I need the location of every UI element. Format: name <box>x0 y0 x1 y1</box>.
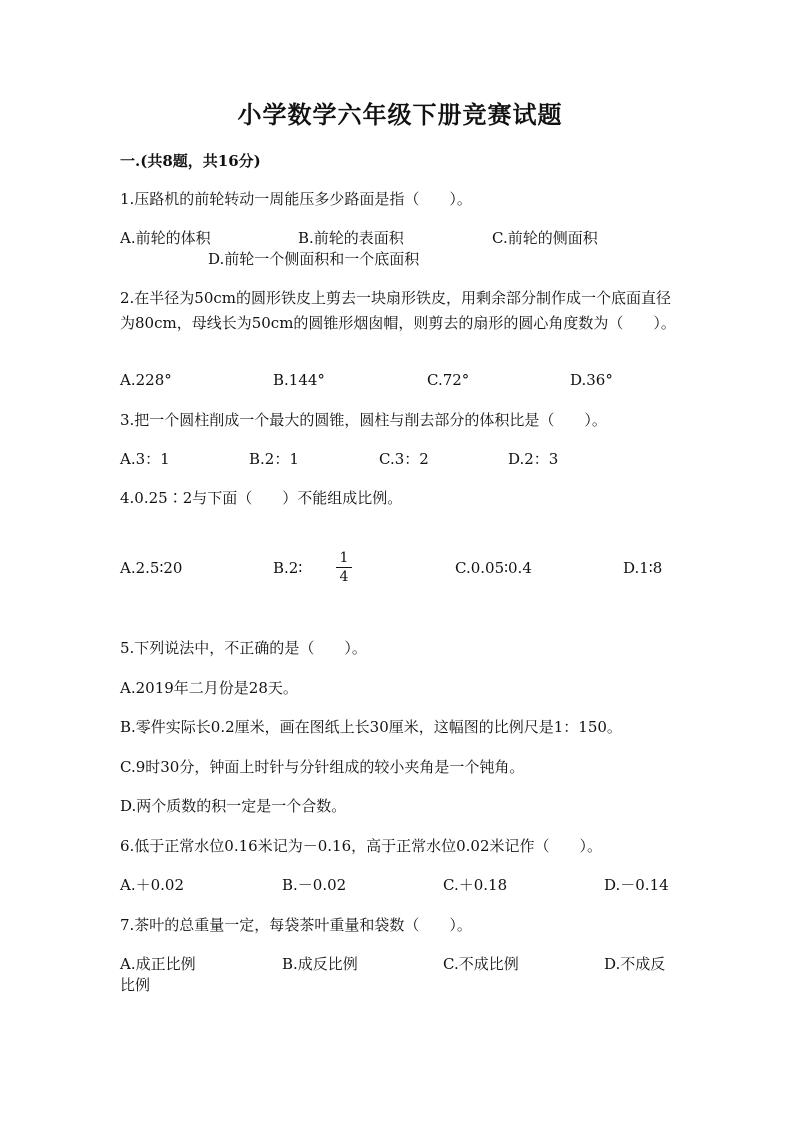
question-4-option-a: A.2.5∶20 <box>120 559 183 577</box>
question-5-stem: 5.下列说法中，不正确的是（ ）。 <box>120 639 367 657</box>
question-2-option-d: D.36° <box>570 371 613 389</box>
question-5-option-a: A.2019年二月份是28天。 <box>120 679 298 697</box>
question-5-option-c: C.9时30分，钟面上时针与分针组成的较小夹角是一个钝角。 <box>120 758 525 776</box>
question-2-option-b: B.144° <box>273 371 325 389</box>
question-2-option-a: A.228° <box>120 371 172 389</box>
question-5-option-b: B.零件实际长0.2厘米，画在图纸上长30厘米，这幅图的比例尺是1：150。 <box>120 718 622 736</box>
question-6-option-a: A.＋0.02 <box>120 876 184 894</box>
question-7-option-d: D.不成反 <box>604 955 666 973</box>
question-4-option-c: C.0.05∶0.4 <box>455 559 532 577</box>
question-1-option-b: B.前轮的表面积 <box>298 229 404 247</box>
fraction-numerator: 1 <box>339 550 349 566</box>
question-7-option-a: A.成正比例 <box>120 955 196 973</box>
question-2-stem: 2.在半径为50cm的圆形铁皮上剪去一块扇形铁皮，用剩余部分制作成一个底面直径为80cm，母线长为50cm的圆锥形烟囱帽，则剪去的扇形的圆心角度数为（ ）。 <box>120 289 676 332</box>
question-4-option-b-fraction <box>336 551 352 584</box>
question-3-option-b: B.2：1 <box>249 450 299 468</box>
question-4-stem: 4.0.25∶2与下面（ ）不能组成比例。 <box>120 489 403 507</box>
fraction-bar <box>336 567 352 568</box>
question-6-option-c: C.＋0.18 <box>443 876 508 894</box>
question-4-option-d: D.1∶8 <box>623 559 663 577</box>
page-title: 小学数学六年级下册竞赛试题 <box>237 100 563 129</box>
question-5-option-d: D.两个质数的积一定是一个合数。 <box>120 797 347 815</box>
question-3-option-c: C.3：2 <box>379 450 429 468</box>
question-1-stem: 1.压路机的前轮转动一周能压多少路面是指（ ）。 <box>120 190 472 208</box>
question-1-option-a: A.前轮的体积 <box>120 229 211 247</box>
question-7-stem: 7.茶叶的总重量一定，每袋茶叶重量和袋数（ ）。 <box>120 916 472 934</box>
question-2-option-c: C.72° <box>427 371 470 389</box>
question-7-option-d-continued: 比例 <box>120 976 151 994</box>
question-3-stem: 3.把一个圆柱削成一个最大的圆锥，圆柱与削去部分的体积比是（ ）。 <box>120 411 607 429</box>
question-3-option-a: A.3：1 <box>120 450 170 468</box>
section-heading: 一.(共8题，共16分) <box>120 152 261 170</box>
question-1-option-c: C.前轮的侧面积 <box>492 229 598 247</box>
question-6-stem: 6.低于正常水位0.16米记为－0.16，高于正常水位0.02米记作（ ）。 <box>120 837 603 855</box>
question-6-option-b: B.－0.02 <box>282 876 347 894</box>
question-3-option-d: D.2：3 <box>508 450 559 468</box>
question-1-option-d: D.前轮一个侧面积和一个底面积 <box>208 250 420 268</box>
question-7-option-c: C.不成比例 <box>443 955 519 973</box>
question-7-option-b: B.成反比例 <box>282 955 358 973</box>
question-4-option-b: B.2∶ <box>273 559 303 577</box>
question-6-option-d: D.－0.14 <box>604 876 669 894</box>
fraction-denominator: 4 <box>339 569 349 585</box>
